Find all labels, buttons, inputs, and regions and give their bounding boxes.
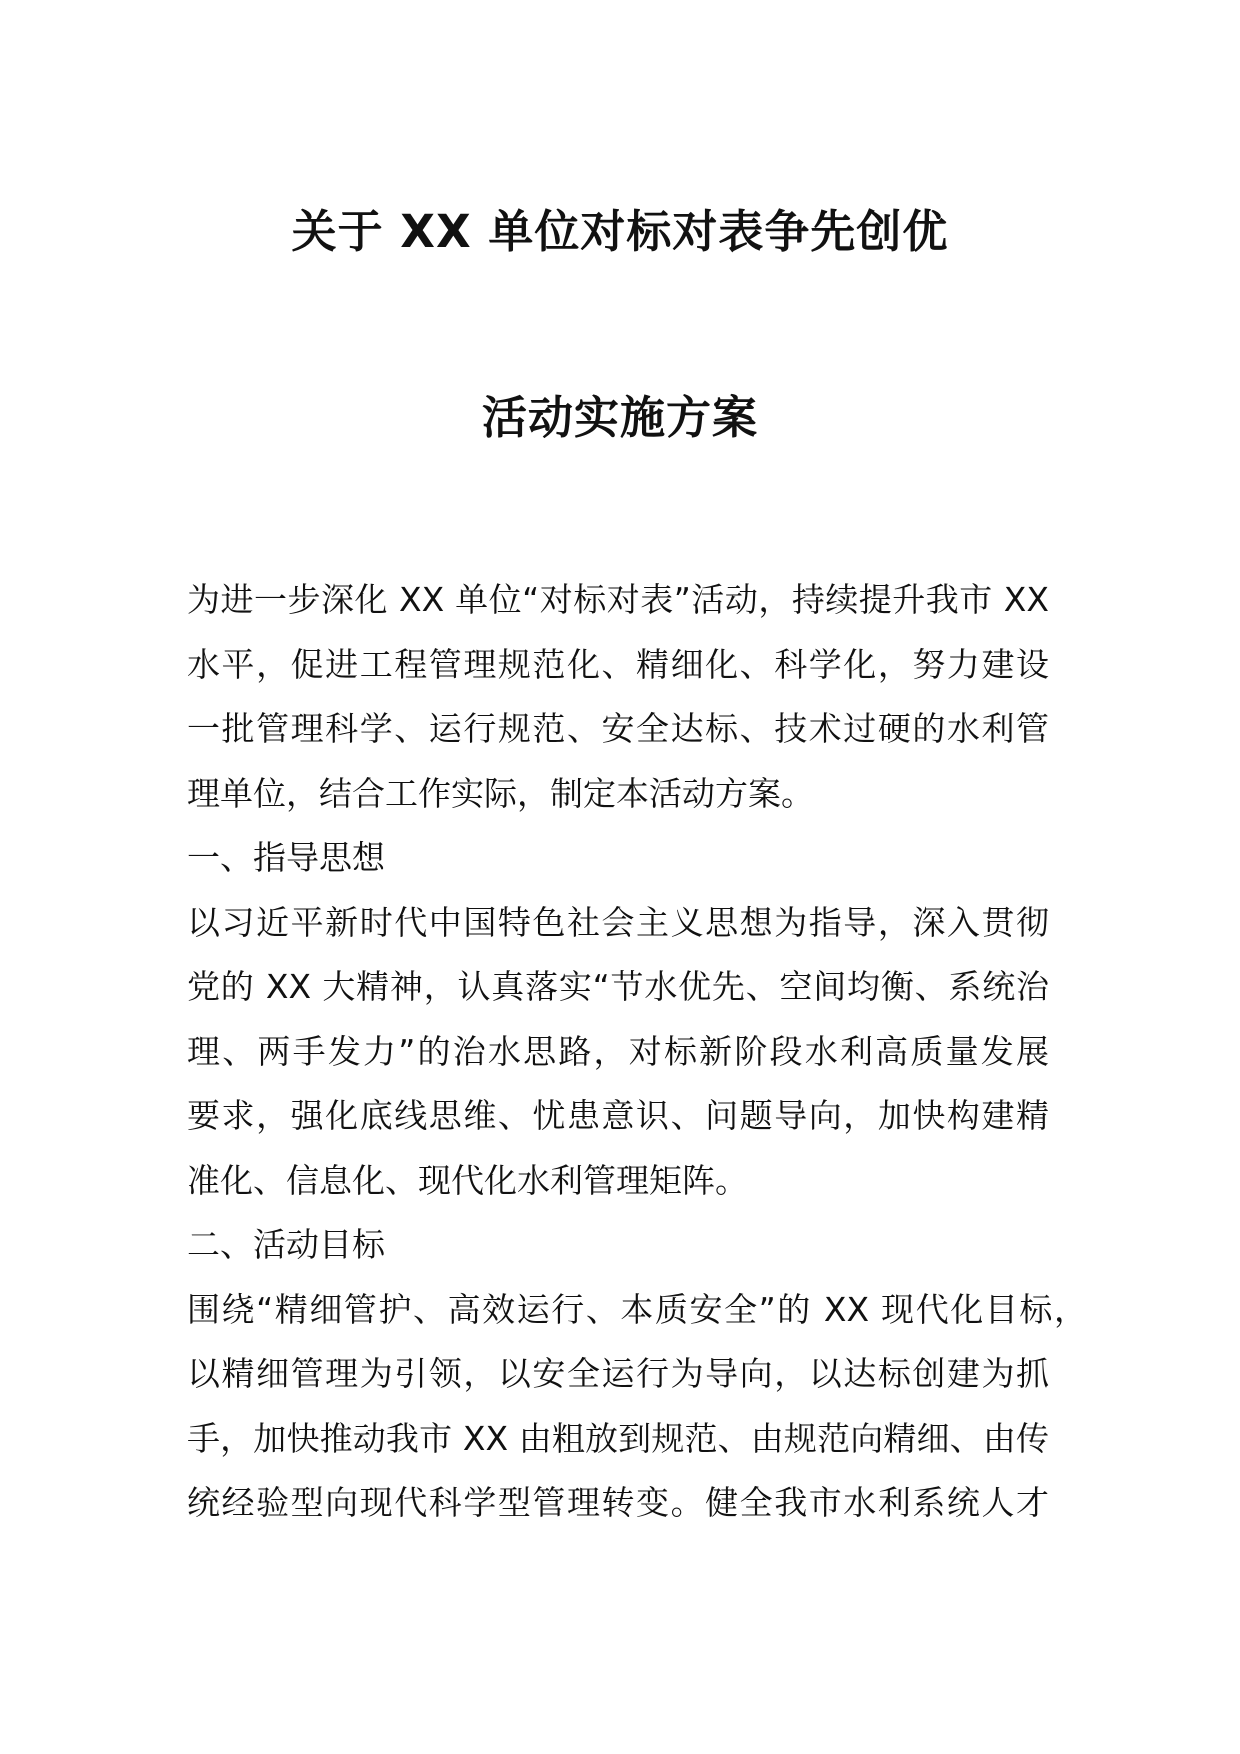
section-heading-activity-goals: 二、活动目标 — [187, 1225, 385, 1264]
paragraph-ideology-line-3: 理、两手发力”的治水思路，对标新阶段水利高质量发展 — [187, 1031, 1049, 1071]
paragraph-ideology-line-1: 以习近平新时代中国特色社会主义思想为指导，深入贯彻 — [187, 902, 1049, 942]
document-title-line-1: 关于 XX 单位对标对表争先创优 — [291, 205, 949, 258]
section-heading-guiding-ideology: 一、指导思想 — [187, 838, 385, 877]
paragraph-ideology-line-5: 准化、信息化、现代化水利管理矩阵。 — [187, 1160, 748, 1200]
paragraph-goals-line-4: 统经验型向现代科学型管理转变。健全我市水利系统人才 — [187, 1483, 1049, 1522]
document-title-line-2: 活动实施方案 — [481, 391, 758, 444]
paragraph-ideology-line-2: 党的 XX 大精神，认真落实“节水优先、空间均衡、系统治 — [187, 967, 1049, 1006]
paragraph-intro-line-3: 一批管理科学、运行规范、安全达标、技术过硬的水利管 — [187, 709, 1049, 748]
document-body — [187, 568, 1087, 1536]
paragraph-goals-line-3: 手，加快推动我市 XX 由粗放到规范、由规范向精细、由传 — [187, 1418, 1049, 1458]
paragraph-intro-line-2: 水平，促进工程管理规范化、精细化、科学化，努力建设 — [187, 644, 1049, 684]
paragraph-goals-line-1: 围绕“精细管护、高效运行、本质安全”的 XX 现代化目标， — [187, 1289, 1087, 1329]
paragraph-goals-line-2: 以精细管理为引领，以安全运行为导向，以达标创建为抓 — [187, 1354, 1049, 1393]
paragraph-ideology-line-4: 要求，强化底线思维、忧患意识、问题导向，加快构建精 — [187, 1096, 1049, 1135]
paragraph-intro-line-1: 为进一步深化 XX 单位“对标对表”活动，持续提升我市 XX — [187, 580, 1049, 619]
paragraph-intro-line-4: 理单位，结合工作实际，制定本活动方案。 — [187, 773, 814, 813]
